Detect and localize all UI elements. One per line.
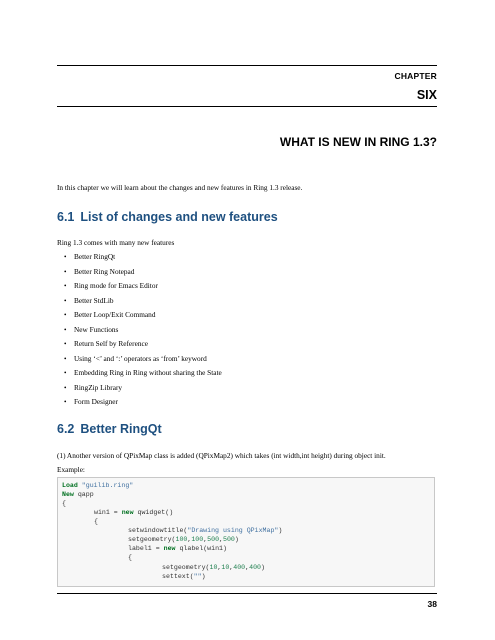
code-line: { [62,500,66,507]
bullet-icon: • [64,354,67,363]
chapter-label: CHAPTER [394,71,437,81]
list-item: • Embedding Ring in Ring without sharing the State [64,368,222,377]
page-number: 38 [427,599,437,609]
code-line: label1 = new qlabel(win1) [128,545,227,552]
section-number: 6.2 [57,422,75,436]
chapter-title: WHAT IS NEW IN RING 1.3? [279,135,437,149]
bullet-icon: • [64,340,67,348]
top-rule [57,65,437,66]
bullet-icon: • [64,398,67,406]
list-item: • Better StdLib [64,295,114,305]
list-item: • RingZip Library [64,382,123,392]
bullet-icon: • [64,383,67,392]
section1-intro: Ring 1.3 comes with many new features [57,238,175,247]
bullet-icon: • [64,267,67,276]
section-title: List of changes and new features [80,210,278,224]
list-item: • Using ‘<’ and ‘:’ operators as ‘from’ keyword [64,353,207,363]
list-item: • New Functions [64,324,119,334]
list-item: • Ring mode for Emacs Editor [64,281,158,290]
code-line: win1 = new qwidget() [94,509,174,516]
code-line: Load "guilib.ring" [62,482,134,489]
code-line: New qapp [62,491,94,498]
code-line: { [94,518,98,525]
code-line: setgeometry(100,100,500,500) [128,536,239,543]
list-item: • Form Designer [64,397,118,406]
section2-paragraph: (1) Another version of QPixMap class is added (QPixMap2) which takes (int width,int height) during object init. [57,451,386,460]
list-item: • Better Ring Notepad [64,266,135,276]
list-item: • Better Loop/Exit Command [64,310,156,319]
bullet-icon: • [64,369,67,377]
bullet-icon: • [64,282,67,290]
section-heading-6-2 [57,422,162,436]
code-line: setgeometry(10,10,400,400) [162,564,265,571]
example-label: Example: [57,465,85,474]
bullet-icon: • [64,296,67,305]
list-item: • Return Self by Reference [64,339,148,348]
bullet-icon: • [64,325,67,334]
footer-rule [57,593,437,594]
chapter-rule [57,106,437,107]
bullet-icon: • [64,311,67,319]
bullet-icon: • [64,253,67,261]
code-line: settext("") [162,573,206,580]
section-number: 6.1 [57,210,75,224]
chapter-number: SIX [416,88,437,102]
section-heading-6-1 [57,210,278,224]
list-item: • Better RingQt [64,252,116,261]
code-line: setwindowtitle("Drawing using QPixMap") [128,527,283,534]
intro-paragraph: In this chapter we will learn about the changes and new features in Ring 1.3 release. [57,183,303,192]
feature-list [64,252,222,412]
code-line: { [128,554,132,561]
section-title: Better RingQt [80,422,162,436]
code-block [57,477,435,587]
